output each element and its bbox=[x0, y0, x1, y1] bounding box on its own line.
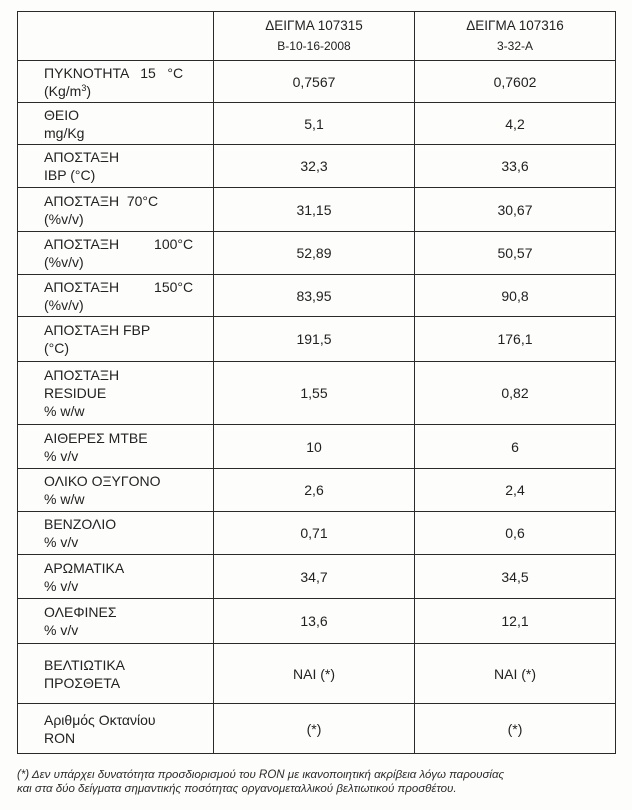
sample-2-value: 90,8 bbox=[415, 275, 616, 317]
row-label: ΠΥΚΝΟΤΗΤΑ 15 °C $(Kg/m^3)$ bbox=[18, 61, 214, 103]
table-row-density bbox=[18, 61, 616, 103]
sample-1-value: 13,6 bbox=[214, 599, 415, 644]
table-row-total-oxygen bbox=[18, 469, 616, 512]
sample-1-value: 0,71 bbox=[214, 512, 415, 555]
sample-1-value: 52,89 bbox=[214, 232, 415, 275]
table-row-sulfur bbox=[18, 103, 616, 145]
sample-2-title: ΔΕΙΓΜΑ 107316 bbox=[466, 18, 564, 33]
table-header-row bbox=[18, 12, 616, 61]
sample-1-value: 0,7567 bbox=[214, 61, 415, 103]
footnote bbox=[17, 768, 617, 796]
table-row-olefins bbox=[18, 599, 616, 644]
sample-2-value: (*) bbox=[415, 704, 616, 754]
table-row-distillation-150 bbox=[18, 275, 616, 317]
table-row-improver-additives bbox=[18, 644, 616, 704]
header-sample-2 bbox=[415, 12, 616, 61]
sample-1-value: 5,1 bbox=[214, 103, 415, 145]
fuel-analysis-table bbox=[17, 11, 616, 754]
sample-2-value: 33,6 bbox=[415, 145, 616, 188]
sample-2-value: 0,7602 bbox=[415, 61, 616, 103]
table-row-benzene bbox=[18, 512, 616, 555]
row-label: ΟΛΙΚΟ ΟΞΥΓΟΝΟ % w/w bbox=[18, 469, 214, 512]
row-label: ΘΕΙΟ mg/Kg bbox=[18, 103, 214, 145]
table-row-distillation-residue bbox=[18, 362, 616, 425]
sample-1-value: 2,6 bbox=[214, 469, 415, 512]
sample-1-value: 1,55 bbox=[214, 362, 415, 425]
header-sample-1 bbox=[214, 12, 415, 61]
row-label: ΒΕΛΤΙΩΤΙΚΑ ΠΡΟΣΘΕΤΑ bbox=[18, 644, 214, 704]
sample-2-value: ΝΑΙ (*) bbox=[415, 644, 616, 704]
row-label: ΒΕΝΖΟΛΙΟ % v/v bbox=[18, 512, 214, 555]
sample-2-value: 34,5 bbox=[415, 555, 616, 599]
sample-1-value: 34,7 bbox=[214, 555, 415, 599]
sample-1-value: 32,3 bbox=[214, 145, 415, 188]
sample-1-value: 191,5 bbox=[214, 317, 415, 362]
row-label: ΑΙΘΕΡΕΣ ΜΤΒΕ % v/v bbox=[18, 425, 214, 469]
table-row-distillation-70 bbox=[18, 188, 616, 232]
sample-2-value: 12,1 bbox=[415, 599, 616, 644]
sample-1-value: 83,95 bbox=[214, 275, 415, 317]
sample-2-value: 6 bbox=[415, 425, 616, 469]
row-label: ΑΠΟΣΤΑΞΗ FBP (°C) bbox=[18, 317, 214, 362]
sample-2-code: 3-32-A bbox=[496, 39, 534, 53]
sample-2-value: 0,6 bbox=[415, 512, 616, 555]
row-label: ΑΠΟΣΤΑΞΗ IBP (°C) bbox=[18, 145, 214, 188]
sample-1-value: 31,15 bbox=[214, 188, 415, 232]
table-row-distillation-100 bbox=[18, 232, 616, 275]
row-label: ΑΠΟΣΤΑΞΗ 150°C (%v/v) bbox=[18, 275, 214, 317]
sample-2-value: 0,82 bbox=[415, 362, 616, 425]
row-label: ΟΛΕΦΙΝΕΣ % v/v bbox=[18, 599, 214, 644]
footnote-line-1: (*) Δεν υπάρχει δυνατότητα προσδιορισμού του RON με ικανοποιητική ακρίβεια λόγω παρουσίας bbox=[17, 769, 505, 781]
sample-1-value: (*) bbox=[214, 704, 415, 754]
footnote-line-2: και στα δύο δείγματα σημαντικής ποσότητας οργανομεταλλικού βελτιωτικού προσθέτου. bbox=[17, 783, 457, 795]
table-row-aromatics bbox=[18, 555, 616, 599]
row-label: ΑΠΟΣΤΑΞΗ 100°C (%v/v) bbox=[18, 232, 214, 275]
sample-1-value: 10 bbox=[214, 425, 415, 469]
row-label: ΑΠΟΣΤΑΞΗ RESIDUE % w/w bbox=[18, 362, 214, 425]
sample-1-code: B-10-16-2008 bbox=[277, 39, 351, 53]
row-label: ΑΡΩΜΑΤΙΚΑ % v/v bbox=[18, 555, 214, 599]
sample-2-value: 30,67 bbox=[415, 188, 616, 232]
row-label: Αριθμός Οκτανίου RON bbox=[18, 704, 214, 754]
table-row-ethers-mtbe bbox=[18, 425, 616, 469]
sample-1-value: ΝΑΙ (*) bbox=[214, 644, 415, 704]
row-label: ΑΠΟΣΤΑΞΗ 70°C (%v/v) bbox=[18, 188, 214, 232]
table-row-distillation-fbp bbox=[18, 317, 616, 362]
table-row-distillation-ibp bbox=[18, 145, 616, 188]
header-label-cell bbox=[18, 12, 214, 61]
sample-1-title: ΔΕΙΓΜΑ 107315 bbox=[265, 18, 363, 33]
table-row-octane-ron bbox=[18, 704, 616, 754]
sample-2-value: 4,2 bbox=[415, 103, 616, 145]
sample-2-value: 50,57 bbox=[415, 232, 616, 275]
sample-2-value: 176,1 bbox=[415, 317, 616, 362]
sample-2-value: 2,4 bbox=[415, 469, 616, 512]
